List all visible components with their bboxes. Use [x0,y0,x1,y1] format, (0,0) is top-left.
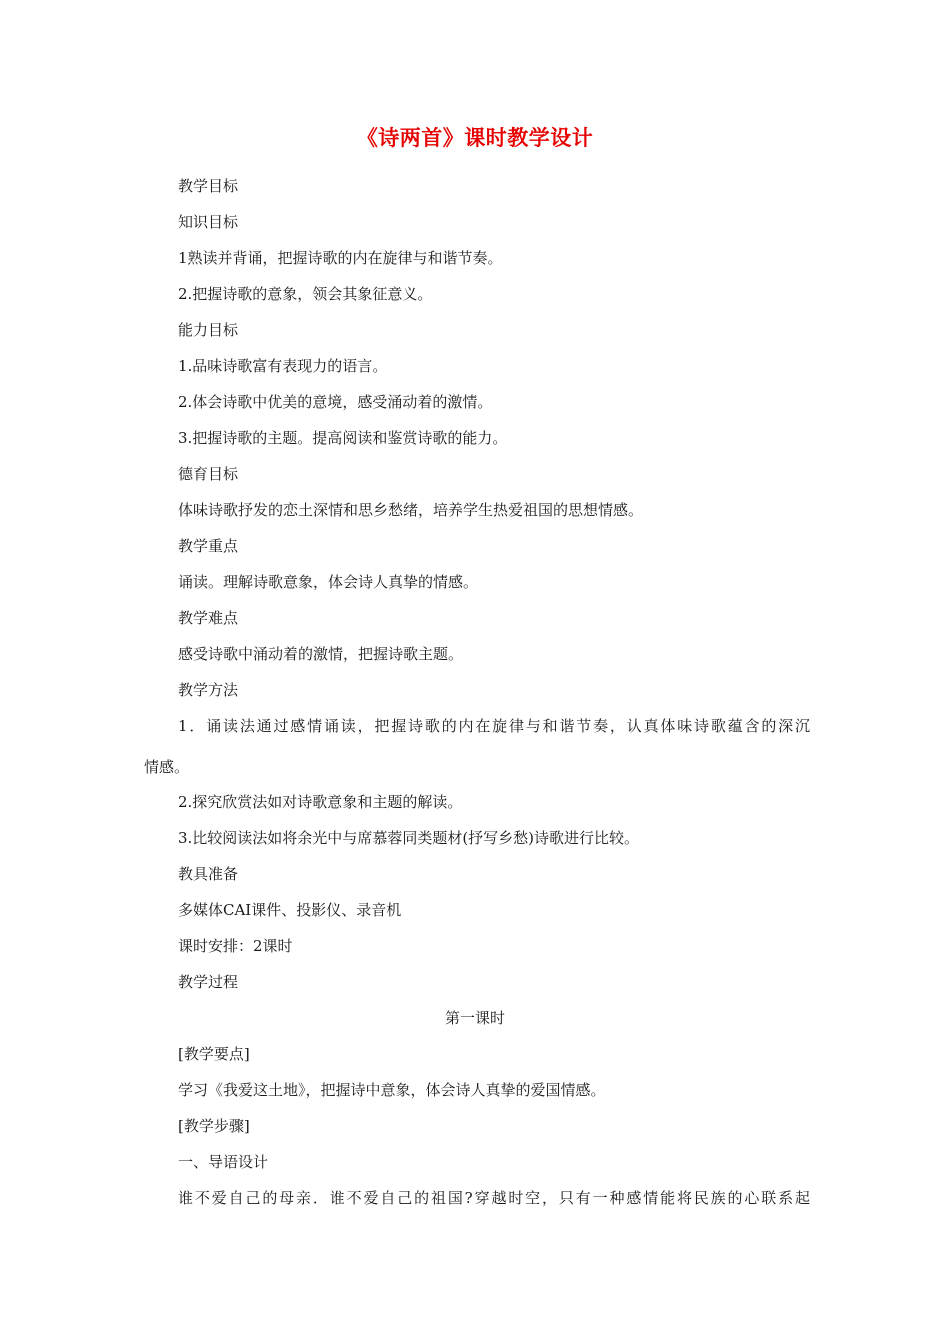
paragraph: 学习《我爱这土地》，把握诗中意象，体会诗人真挚的爱国情感。 [178,1081,606,1099]
paragraph: 谁不爱自己的母亲．谁不爱自己的祖国?穿越时空，只有一种感情能将民族的心联系起 [178,1189,810,1207]
section-heading-first-lesson: 第一课时 [444,1009,505,1027]
paragraph: 多媒体CAI课件、投影仪、录音机 [178,901,402,919]
paragraph: 2.体会诗歌中优美的意境，感受涌动着的激情。 [178,393,493,411]
heading-teaching-difficulty: 教学难点 [178,609,239,627]
subheading-key-points: [教学要点] [178,1045,250,1063]
heading-ability-goals: 能力目标 [178,321,239,339]
heading-teaching-methods: 教学方法 [178,681,239,699]
heading-knowledge-goals: 知识目标 [178,213,239,231]
subheading-intro-design: 一、导语设计 [178,1153,269,1171]
heading-teaching-goals: 教学目标 [178,177,239,195]
paragraph: 1.品味诗歌富有表现力的语言。 [178,357,388,375]
paragraph: 3.把握诗歌的主题。提高阅读和鉴赏诗歌的能力。 [178,429,508,447]
paragraph: 2.把握诗歌的意象，领会其象征意义。 [178,285,433,303]
paragraph: 2.探究欣赏法如对诗歌意象和主题的解读。 [178,793,463,811]
heading-teaching-tools: 教具准备 [178,865,239,883]
heading-moral-goals: 德育目标 [178,465,239,483]
heading-teaching-process: 教学过程 [178,973,239,991]
paragraph: 诵读。理解诗歌意象，体会诗人真挚的情感。 [178,573,479,591]
document-title: 《诗两首》课时教学设计 [356,126,594,150]
paragraph: 体味诗歌抒发的恋土深情和思乡愁绪，培养学生热爱祖国的思想情感。 [178,501,644,519]
paragraph: 3.比较阅读法如将余光中与席慕蓉同类题材(抒写乡愁)诗歌进行比较。 [178,829,640,847]
paragraph: 1．诵读法通过感情诵读，把握诗歌的内在旋律与和谐节奏，认真体味诗歌蕴含的深沉 [178,717,810,735]
paragraph: 感受诗歌中涌动着的激情，把握诗歌主题。 [178,645,464,663]
heading-teaching-focus: 教学重点 [178,537,239,555]
paragraph: 课时安排：2课时 [178,937,293,955]
subheading-steps: [教学步骤] [178,1117,250,1135]
paragraph-continuation: 情感。 [144,758,190,776]
paragraph: 1熟读并背诵，把握诗歌的内在旋律与和谐节奏。 [178,249,503,267]
